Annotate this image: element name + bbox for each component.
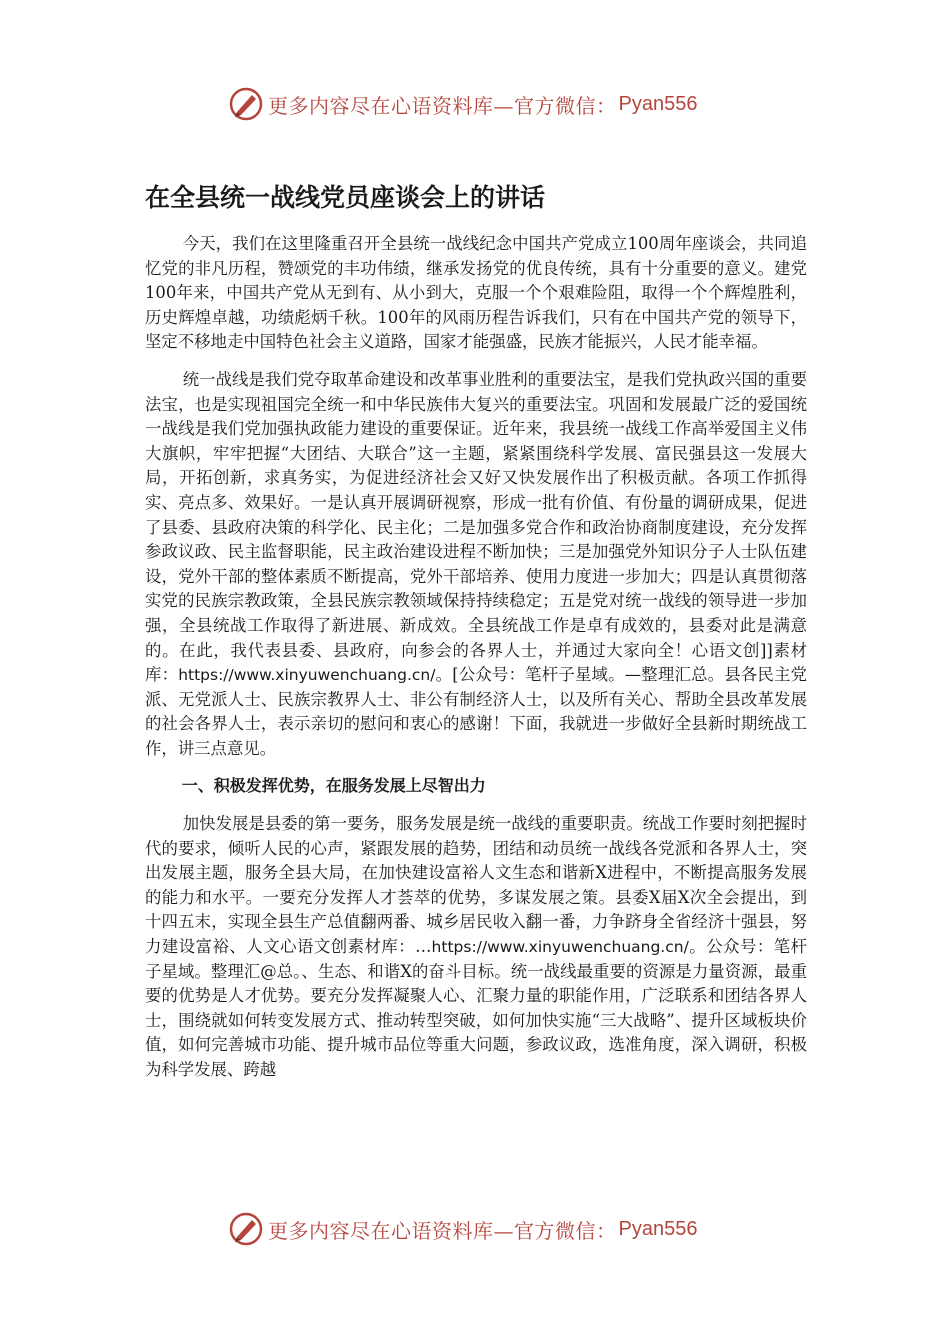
header-banner	[228, 84, 728, 124]
paragraph-text: 加快发展是县委的第一要务，服务发展是统一战线的重要职责。统战工作要时刻把握时代的要求，倾听人民的心声，紧跟发展的趋势，团结和动员统一战线各党派和各界人士，突出发展主题，服务全县大局，在加快建设富裕人文生态和谐新X进程中，不断提高服务发展的能力和水平。一要充分发挥人才荟萃的优势，多谋发展之策。县委X届X次全会提出，到十四五末，实现全县生产总值翻两番、城乡居民收入翻一番，力争跻身全省经济十强县，努力建设富裕、人文心语文创素材库：…	[145, 814, 807, 957]
paragraph-intro: 今天，我们在这里隆重召开全县统一战线纪念中国共产党成立100周年座谈会，共同追忆党的非凡历程，赞颂党的丰功伟绩，继承发扬党的优良传统，具有十分重要的意义。建党100年来，中国共产党从无到有、从小到大，克服一个个艰难险阻，取得一个个辉煌胜利，历史辉煌卓越，功绩彪炳千秋。100年的风雨历程告诉我们，只有在中国共产党的领导下，坚定不移地走中国特色社会主义道路，国家才能强盛，民族才能振兴，人民才能幸福。	[145, 234, 807, 352]
source-url: https://www.xinyuwenchuang.cn/	[431, 938, 689, 957]
brand-logo-icon	[228, 1211, 264, 1247]
banner-wechat-id: Pyan556	[618, 1217, 698, 1240]
footer-banner	[228, 1209, 728, 1249]
paragraph-development	[145, 812, 807, 1083]
paragraph-text: 统一战线是我们党夺取革命建设和改革事业胜利的重要法宝，是我们党执政兴国的重要法宝，也是实现祖国完全统一和中华民族伟大复兴的重要法宝。巩固和发展最广泛的爱国统一战线是我们党加强执政能力建设的重要保证。近年来，我县统一战线工作高举爱国主义伟大旗帜，牢牢把握“大团结、大联合”这一主题，紧紧围绕科学发展、富民强县这一发展大局，开拓创新，求真务实，为促进经济社会又好又快发展作出了积极贡献。各项工作抓得实、亮点多、效果好。一是认真开展调研视察，形成一批有价值、有份量的调研成果，促进了县委、县政府决策的科学化、民主化；二是加强多党合作和政治协商制度建设，充分发挥参政议政、民主监督职能，民主政治建设进程不断加快；三是加强党外知识分子人士队伍建设，党外干部的整体素质不断提高，党外干部培养、使用力度进一步加大；四是认真贯彻落实党的民族宗教政策，全县民族宗教领域保持持续稳定；五是党对统一战线的领导进一步加强，全县统战工作取得了新进展、新成效。全县统战工作是卓有成效的，县委对此是满意的。在此，我代表县委、县政府，向参会的各界人士，并通过大家向全！心语文创]]素材库：	[145, 369, 807, 685]
paragraph-text: 。[公众号：笔杆子星域。—整理汇总。县各民主党派、无党派人士、民族宗教界人士、非公有制经济人士，以及所有关心、帮助全县改革发展的社会各界人士，表示亲切的慰问和衷心的感谢！下面，我就进一步做好全县新时期统战工作，讲三点意见。	[145, 665, 807, 758]
brand-logo-icon	[228, 86, 264, 122]
source-url: https://www.xinyuwenchuang.cn/	[178, 666, 436, 685]
banner-wechat-id: Pyan556	[618, 92, 698, 115]
banner-text: 更多内容尽在心语资料库—官方微信：	[268, 93, 617, 118]
document-body	[145, 232, 807, 1096]
document-title: 在全县统一战线党员座谈会上的讲话	[145, 183, 546, 212]
section-heading: 一、积极发挥优势，在服务发展上尽智出力	[181, 776, 486, 796]
paragraph-text: 。公众号：笔杆子星域。整理汇@总。、生态、和谐X的奋斗目标。统一战线最重要的资源是力量资源，最重要的优势是人才优势。要充分发挥凝聚人心、汇聚力量的职能作用，广泛联系和团结各界人士，围绕就如何转变发展方式、推动转型突破，如何加快实施“三大战略”、提升区域板块价值，如何完善城市功能、提升城市品位等重大问题，参政议政，选准角度，深入调研，积极为科学发展、跨越	[145, 937, 808, 1079]
paragraph-united-front	[145, 368, 807, 762]
banner-text: 更多内容尽在心语资料库—官方微信：	[268, 1218, 617, 1243]
